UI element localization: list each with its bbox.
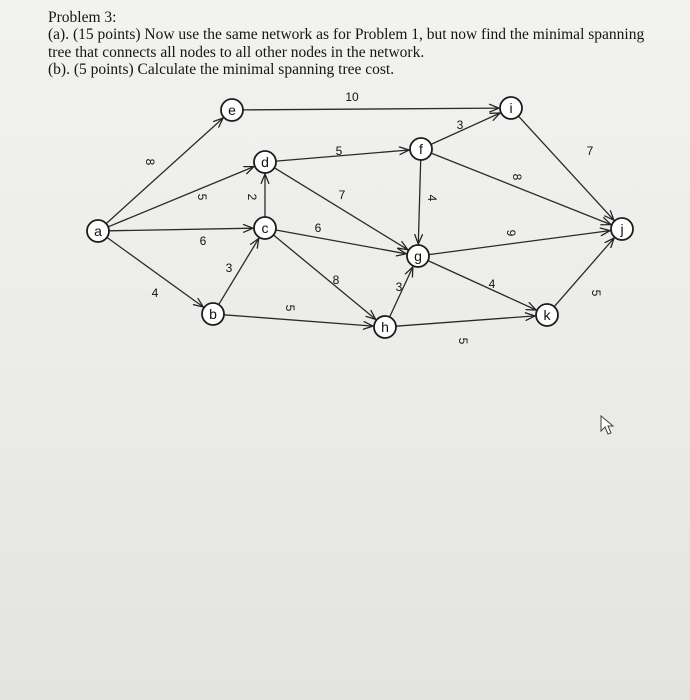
node-b	[202, 303, 224, 325]
part-a-line-1: (a). (15 points) Now use the same network as for Problem 1, but now find the minimal spanning	[48, 26, 645, 44]
edge-g-k	[428, 261, 536, 310]
node-h	[374, 316, 396, 338]
part-a-line-2: tree that connects all nodes to all other nodes in the network.	[48, 43, 425, 61]
edge-weight-f-j: 8	[510, 173, 524, 181]
edge-weight-k-j: 5	[589, 289, 603, 297]
edge-g-j	[429, 231, 610, 255]
edge-weight-e-i: 10	[345, 90, 359, 104]
edge-weight-f-g: 4	[425, 194, 439, 202]
node-label-e: e	[228, 102, 236, 118]
edge-f-j	[431, 153, 611, 225]
node-label-j: j	[620, 221, 624, 237]
edge-weight-a-d: 5	[195, 193, 209, 201]
node-label-c: c	[261, 220, 269, 236]
edge-i-j	[518, 116, 614, 220]
nodes-layer	[87, 97, 633, 338]
edge-weight-h-g: 3	[395, 280, 403, 294]
edge-b-h	[224, 315, 373, 326]
edge-weight-b-c: 3	[225, 261, 233, 275]
edge-weight-b-h: 5	[283, 304, 297, 312]
edge-weight-g-j: 9	[504, 229, 518, 237]
node-e	[221, 99, 243, 121]
node-label-a: a	[94, 223, 102, 239]
edges-layer	[106, 108, 614, 326]
node-k	[536, 304, 558, 326]
edge-f-g	[418, 160, 420, 244]
edge-h-k	[396, 316, 535, 326]
edge-k-j	[554, 238, 614, 307]
node-d	[254, 151, 276, 173]
node-i	[500, 97, 522, 119]
edge-weight-g-k: 4	[488, 277, 496, 291]
edge-weight-c-h: 8	[332, 273, 340, 287]
edge-weight-d-g: 7	[338, 188, 346, 202]
edge-a-c	[109, 228, 253, 231]
edge-weight-a-b: 4	[151, 286, 159, 300]
node-c	[254, 217, 276, 239]
edge-c-g	[276, 230, 406, 254]
edge-weight-a-e: 8	[143, 158, 157, 166]
edge-weight-h-k: 5	[456, 337, 470, 345]
edge-weight-a-c: 6	[199, 234, 207, 248]
node-f	[410, 138, 432, 160]
node-label-g: g	[414, 248, 422, 264]
edge-d-g	[274, 168, 407, 250]
edge-f-i	[431, 113, 500, 144]
mouse-cursor-icon	[601, 416, 613, 434]
edge-weight-c-g: 6	[314, 221, 322, 235]
edge-a-e	[106, 118, 223, 224]
node-j	[611, 218, 633, 240]
edge-a-d	[108, 167, 254, 227]
node-a	[87, 220, 109, 242]
part-b: (b). (5 points) Calculate the minimal spanning tree cost.	[48, 61, 395, 79]
edge-d-f	[276, 150, 409, 161]
edge-weight-c-d: 2	[245, 193, 259, 201]
node-g	[407, 245, 429, 267]
node-label-h: h	[381, 319, 389, 335]
edge-weight-i-j: 7	[586, 144, 594, 158]
problem-title: Problem 3:	[48, 9, 117, 26]
node-label-i: i	[509, 100, 513, 116]
edge-weight-f-i: 3	[456, 118, 464, 132]
node-label-b: b	[209, 306, 217, 322]
edge-e-i	[243, 108, 499, 110]
node-label-f: f	[419, 141, 423, 157]
node-label-k: k	[543, 307, 551, 323]
node-label-d: d	[261, 154, 269, 170]
edge-weight-d-f: 5	[335, 144, 343, 158]
